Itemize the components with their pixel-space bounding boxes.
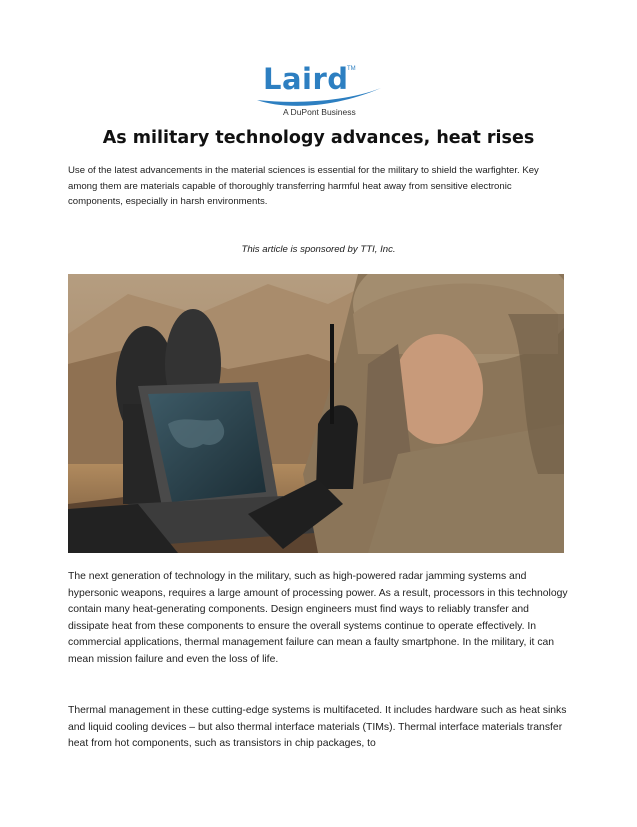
logo-tagline: A DuPont Business <box>283 107 356 117</box>
laird-logo <box>255 62 385 124</box>
logo-wordmark: Laird <box>263 62 349 96</box>
article-title: As military technology advances, heat rises <box>102 128 535 148</box>
logo-swoosh-icon <box>255 86 383 108</box>
logo-trademark: TM <box>347 66 356 72</box>
article-intro: Use of the latest advancements in the material sciences is essential for the military to shield the warfighter. Key among them are materials capable of thoroughly transferring harmful heat away from sensitive electronic components, especially in harsh environments. <box>68 165 539 208</box>
sponsor-note: This article is sponsored by TTI, Inc. <box>241 244 396 255</box>
hero-photo-soldier-laptop <box>68 274 564 553</box>
article-paragraph-1: The next generation of technology in the military, such as high-powered radar jamming systems and hypersonic weapons, requires a large amount of processing power. As a result, processors in this technology contain many heat-generating components. Design engineers must find ways to reliably transfer and dissipate heat from these components to ensure the overall systems continue to operate effectively. In commercial applications, thermal management failure can mean a faulty smartphone. In the military, it can mean mission failure and even the loss of life. <box>68 571 568 665</box>
article-paragraph-2: Thermal management in these cutting-edge systems is multifaceted. It includes hardware such as heat sinks and liquid cooling devices – but also thermal interface materials (TIMs). Thermal interface materials transfer heat from hot components, such as transistors in chip packages, to <box>68 705 567 750</box>
